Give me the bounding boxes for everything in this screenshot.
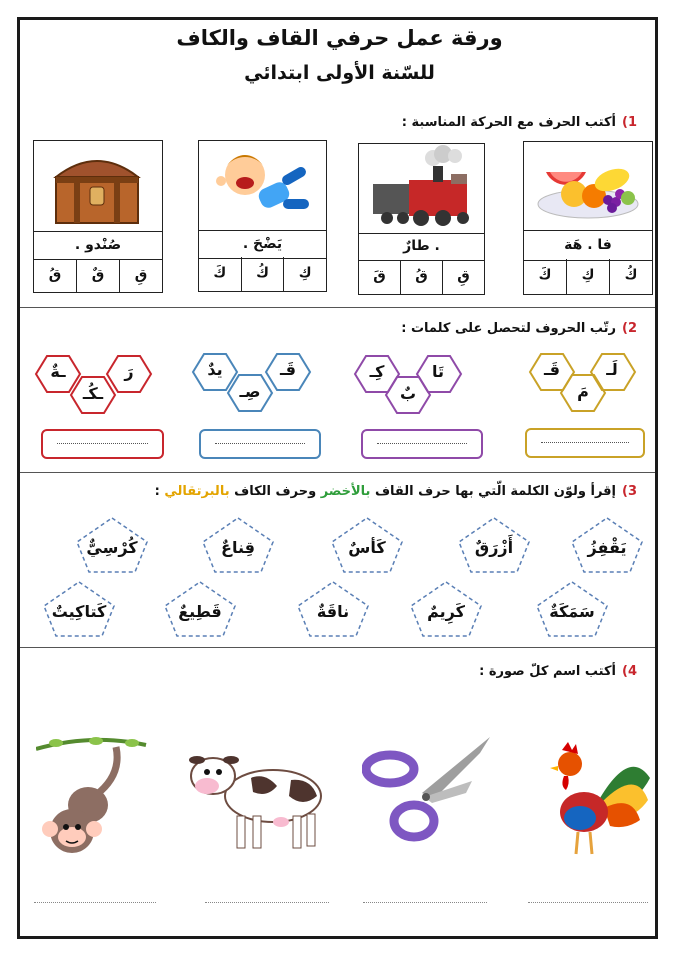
monkey-image — [36, 735, 148, 861]
word-pentagon[interactable]: أَزْرَقٌ — [474, 538, 514, 557]
hex-letter: قَـ — [280, 360, 296, 379]
section-divider — [20, 647, 655, 648]
word-pentagon[interactable]: كَرِيمٌ — [427, 602, 465, 621]
cow-image — [181, 738, 329, 856]
card-fruit — [523, 141, 653, 295]
hex-letter: كِـ — [369, 362, 385, 381]
option-cell[interactable]: قِ — [119, 259, 162, 292]
section1-number: 1) — [622, 115, 637, 130]
word-pentagon[interactable]: قَطِيعٌ — [178, 602, 222, 621]
boy-laughing-image — [199, 141, 326, 231]
write-line[interactable] — [205, 902, 329, 903]
write-line[interactable] — [528, 902, 648, 903]
card-chest — [33, 140, 163, 293]
hex-letter: مَ — [577, 382, 589, 401]
hex-letter: بٌ — [399, 384, 417, 403]
hex-letter: قَـ — [544, 360, 560, 379]
answer-box[interactable] — [525, 428, 645, 458]
option-cell[interactable]: كَ — [213, 265, 227, 281]
options-row — [34, 259, 162, 292]
word-pentagon[interactable]: قِناعٌ — [221, 538, 255, 557]
option-cell[interactable]: كِ — [566, 259, 609, 294]
card-word: يَضْحَ . — [199, 230, 326, 259]
section1-instruction: 1)أكتب الحرف مع الحركة المناسبة : — [401, 115, 637, 130]
hex-letter: تَا — [431, 362, 444, 381]
word-pentagon[interactable]: كَأسٌ — [348, 538, 386, 557]
hex-letter: رَ — [124, 362, 134, 381]
answer-box[interactable] — [41, 429, 164, 459]
hex-letter: لَـ — [606, 360, 618, 379]
card-word: فا . هَة — [524, 230, 652, 261]
option-cell[interactable]: قٌ — [76, 259, 119, 292]
section2-number: 2) — [622, 321, 637, 336]
word-pentagon[interactable]: كَتاكِيتٌ — [51, 602, 107, 621]
worksheet-subtitle: للسّنة الأولى ابتدائي — [244, 62, 435, 84]
rooster-image — [540, 738, 652, 862]
hex-letter: ـكُـ — [82, 384, 104, 403]
word-pentagon[interactable]: كُرْسِيٌّ — [86, 538, 138, 557]
word-pentagon[interactable]: سَمَكَةٌ — [549, 602, 595, 621]
worksheet-title: ورقة عمل حرفي القاف والكاف — [176, 26, 503, 50]
option-cell[interactable]: قُ — [48, 267, 62, 283]
card-boy — [198, 140, 327, 292]
section4-number: 4) — [622, 664, 637, 679]
section2-instruction: 2)رتّب الحروف لتحصل على كلمات : — [401, 321, 637, 336]
option-cell[interactable]: كَ — [538, 267, 552, 283]
card-word: صُنْدو . — [34, 231, 162, 260]
write-line[interactable] — [34, 902, 156, 903]
options-row — [524, 259, 652, 294]
write-line[interactable] — [363, 902, 487, 903]
hex-letter: يدٌ — [207, 360, 223, 379]
treasure-chest-image — [34, 141, 162, 232]
section-divider — [20, 307, 655, 308]
word-pentagon[interactable]: يَقْفِزُ — [587, 538, 627, 557]
option-cell[interactable]: قُ — [400, 260, 442, 294]
section3-number: 3) — [622, 484, 637, 499]
option-cell[interactable]: قِ — [442, 260, 484, 294]
scissors-image — [362, 735, 494, 847]
section-divider — [20, 472, 655, 473]
options-row — [199, 257, 326, 291]
answer-box[interactable] — [361, 429, 483, 459]
pentagon-shapes — [0, 510, 679, 645]
card-word: . طارٌ — [359, 233, 484, 261]
hex-letter: ـةٌ — [50, 362, 66, 381]
section4-instruction: 4)أكتب اسم كلّ صورة : — [479, 664, 637, 679]
option-cell[interactable]: كُ — [609, 259, 652, 294]
option-cell[interactable]: قَ — [373, 268, 386, 284]
hex-letter: صِـ — [239, 382, 261, 401]
options-row — [359, 260, 484, 294]
train-image — [359, 144, 484, 234]
option-cell[interactable]: كِ — [283, 257, 326, 291]
word-pentagon[interactable]: ناقَةٌ — [316, 602, 350, 621]
hexagon-clusters — [0, 340, 679, 420]
section3-instruction: 3)إقرأ ولوّن الكلمة الّتي بها حرف القاف بالأخضر وحرف الكاف بالبرتقالي : — [154, 484, 637, 499]
option-cell[interactable]: كُ — [241, 257, 284, 291]
fruit-basket-image — [524, 142, 652, 231]
card-train — [358, 143, 485, 295]
answer-box[interactable] — [199, 429, 321, 459]
